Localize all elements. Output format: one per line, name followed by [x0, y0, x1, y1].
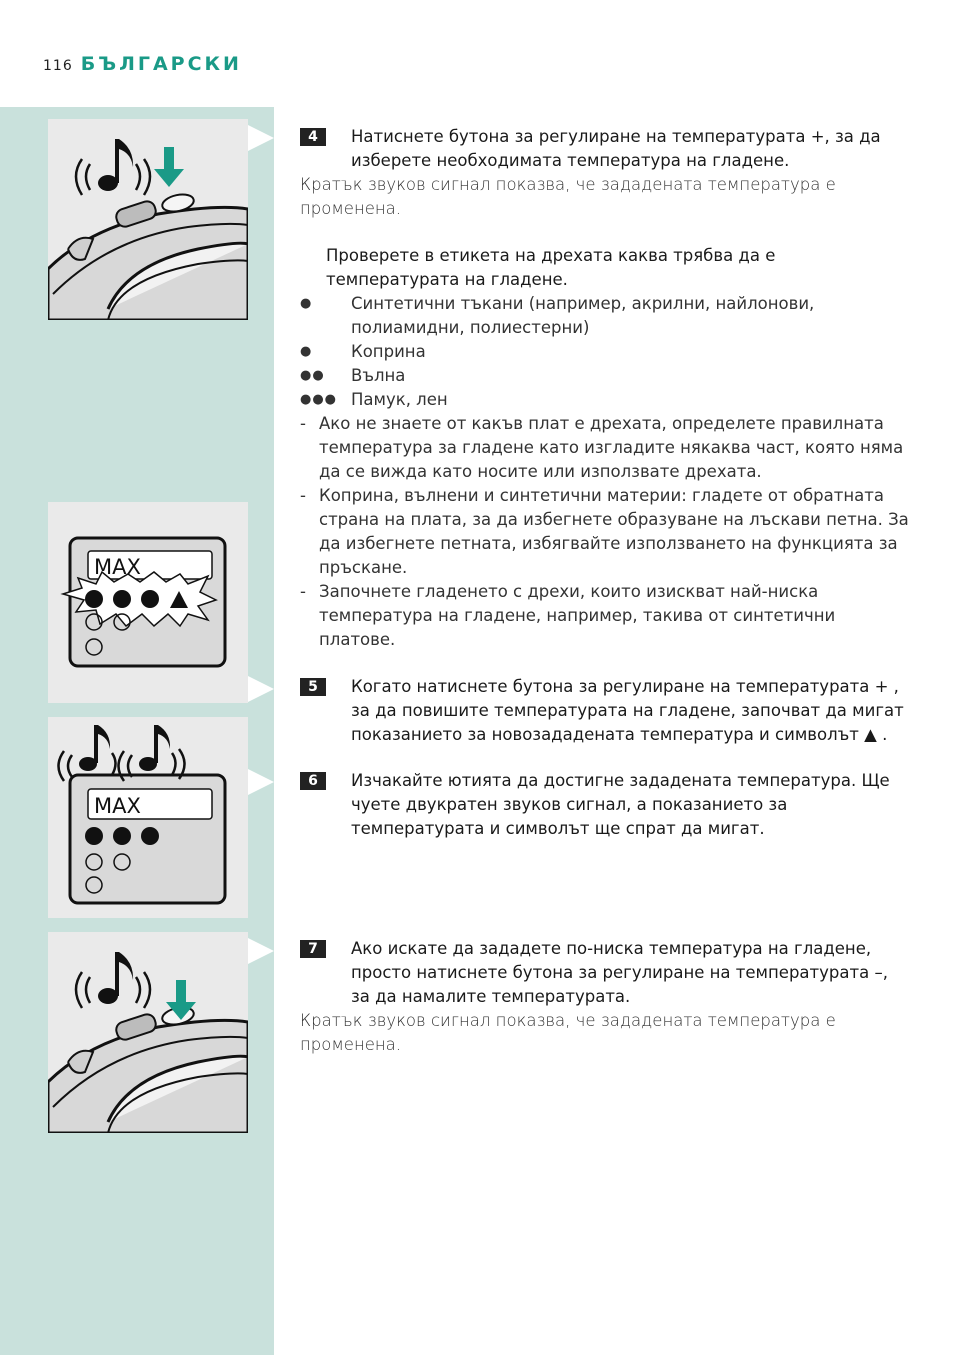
temperature-note	[300, 244, 910, 652]
figure-pointer	[248, 938, 274, 964]
step-number: 6	[300, 772, 326, 790]
step-number: 5	[300, 678, 326, 696]
step-number: 7	[300, 940, 326, 958]
step-4	[300, 125, 910, 221]
figure-pointer	[248, 769, 274, 795]
step-4-instruction: 4 Натиснете бутона за регулиране на температурата +, за да изберете необходимата температура на гладене.	[300, 125, 910, 173]
step-5-instruction: 5 Когато натиснете бутона за регулиране на температурата + , за да повишите температурата на гладене, започват да мигат показанието за новозададената температура и символът ▲ .	[300, 675, 910, 747]
setting-wool: ●● Вълна	[300, 366, 406, 385]
step-5	[300, 675, 910, 747]
page-header	[43, 53, 242, 77]
step-7-instruction: 7 Ако искате да зададете по-ниска температура на гладене, просто натиснете бутона за регулиране на температурата –, за да намалите температурата.	[300, 937, 910, 1009]
down-arrow-icon	[154, 147, 184, 187]
setting-silk: ● Коприна	[300, 342, 426, 361]
care-label-note: Проверете в етикета на дрехата каква трябва да е температурата на гладене.	[326, 246, 776, 289]
page-number: 116	[43, 58, 73, 74]
setting-cotton-linen: ●●● Памук, лен	[300, 390, 448, 409]
tip-unknown-fabric: - Ако не знаете от какъв плат е дрехата, определете правилната температура за гладене като изгладите някаква част, която няма да се вижда като носите или използвате дрехата.	[300, 414, 904, 481]
figure-iron-plus-button	[48, 119, 248, 320]
step-6-instruction: 6 Изчакайте ютията да достигне зададената температура. Ще чуете двукратен звуков сигнал, а показанието за температурата и символът ще спрат да мигат.	[300, 769, 910, 841]
step-4-result: Кратък звуков сигнал показва, че зададената температура е променена.	[300, 175, 836, 218]
figure-iron-minus-button	[48, 932, 248, 1133]
step-6	[300, 769, 910, 841]
section-title: БЪЛГАРСКИ	[80, 53, 242, 75]
figure-pointer	[248, 676, 274, 702]
step-number: 4	[300, 128, 326, 146]
setting-synthetics: ● Синтетични тъкани (например, акрилни, найлонови, полиамидни, полиестерни)	[300, 294, 815, 337]
figure-display-ready	[48, 717, 248, 918]
figure-display-blinking	[48, 502, 248, 703]
tip-delicate-fabrics: - Коприна, вълнени и синтетични материи: гладете от обратната страна на плата, за да избегнете образуване на лъскави петна. За да избегнете петната, избягвайте използването на функцията за пръскане.	[300, 486, 909, 577]
display-max-label: MAX	[94, 555, 141, 579]
display-max-label: MAX	[94, 794, 141, 818]
tip-start-low: - Започнете гладенето с дрехи, които изискват най-ниска температура на гладене, например, такива от синтетични платове.	[300, 582, 836, 649]
beep-sound-icon	[76, 952, 150, 1008]
step-7-result: Кратък звуков сигнал показва, че зададената температура е променена.	[300, 1011, 836, 1054]
step-7	[300, 937, 910, 1057]
figure-pointer	[248, 125, 274, 151]
double-beep-icon	[59, 725, 185, 781]
beep-sound-icon	[76, 139, 150, 195]
